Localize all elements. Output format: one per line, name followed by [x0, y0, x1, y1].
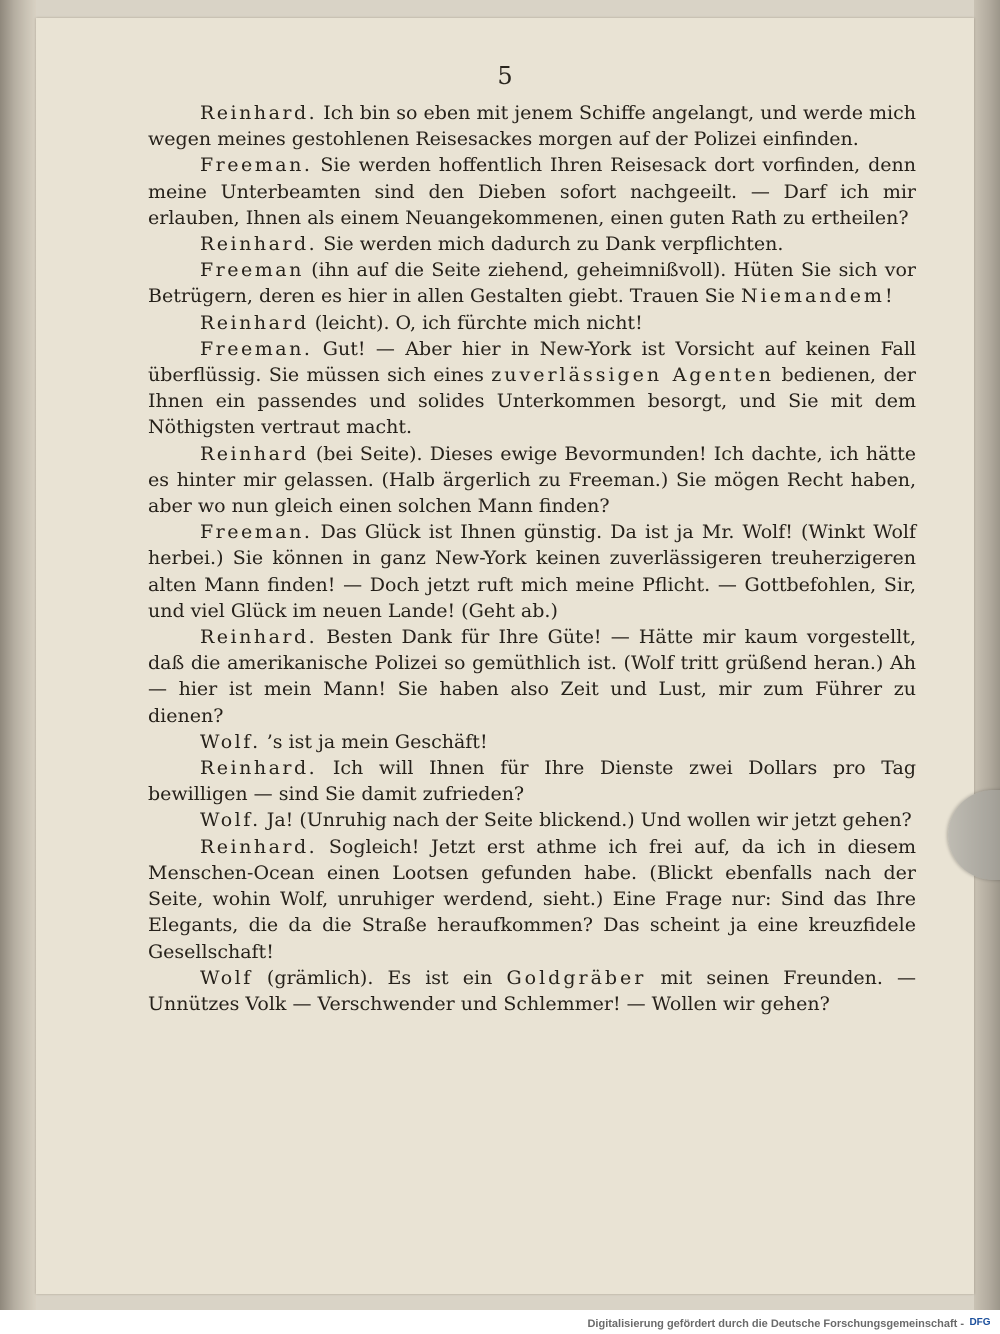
paragraph-text-end: mit seinen Freunden. — Unnützes Volk — Verschwender und Schlemmer! — Wollen wir gehen?: [148, 966, 917, 1015]
paragraph: [148, 310, 916, 336]
paragraph: [148, 441, 916, 520]
speaker-name: Freeman: [200, 259, 304, 282]
paragraph: [148, 100, 916, 152]
speaker-name: Freeman.: [200, 337, 313, 360]
paragraph: [148, 231, 916, 257]
book-spine: [0, 0, 36, 1310]
speaker-name: Freeman.: [200, 521, 313, 544]
paragraph-text-end: !: [884, 285, 893, 308]
paragraph-text: (ihn auf die Seite ziehend, geheimnißvoll). Hüten Sie sich vor Betrügern, deren es hier in allen Gestalten giebt. Trauen Sie: [148, 259, 916, 308]
speaker-name: Reinhard.: [200, 626, 318, 649]
paragraph-text: Das Glück ist Ihnen günstig. Da ist ja Mr. Wolf! (Winkt Wolf herbei.) Sie können in ganz New-York keinen zuverlässigeren treuherzigeren alten Mann finden! — Doch jetzt ruft mich meine Pflicht. — Gottbefohlen, Sir, und viel Glück im neuen Lande! (Geht ab.): [148, 521, 916, 622]
paragraph: [148, 807, 916, 833]
speaker-name: Reinhard.: [200, 835, 318, 858]
speaker-name: Wolf.: [200, 730, 261, 753]
speaker-name: Reinhard.: [200, 757, 318, 780]
paragraph-text: (leicht). O, ich fürchte mich nicht!: [308, 311, 643, 334]
paragraph-text: Ja! (Unruhig nach der Seite blickend.) Und wollen wir jetzt gehen?: [260, 809, 912, 832]
paragraph-text: Sie werden hoffentlich Ihren Reisesack dort vorfinden, denn meine Unterbeamten sind den Dieben sofort nachgeeilt. — Darf ich mir erlauben, Ihnen als einem Neuangekommenen, einen guten Rath zu ertheilen?: [148, 154, 916, 229]
speaker-name: Reinhard.: [200, 102, 318, 124]
paragraph: [148, 152, 916, 231]
speaker-name: Reinhard: [200, 442, 309, 465]
speaker-name: Reinhard.: [200, 233, 318, 256]
emphasized-text: zuverlässigen Agenten: [491, 364, 775, 387]
page-fore-edge: [974, 0, 1000, 1310]
speaker-name: Wolf.: [200, 809, 261, 832]
dfg-logo: DFG: [966, 1316, 994, 1330]
paragraph: [148, 834, 916, 965]
paragraph-text: (grämlich). Es ist ein: [252, 966, 507, 989]
speaker-name: Freeman.: [200, 154, 313, 177]
paragraph-text: Besten Dank für Ihre Güte! — Hätte mir kaum vorgestellt, daß die amerikanische Polizei so gemüthlich ist. (Wolf tritt grüßend heran.) Ah — hier ist mein Mann! Sie haben also Zeit und Lust, mir zum Führer zu dienen?: [148, 626, 916, 727]
page-text: [148, 100, 916, 1017]
book-page: [36, 18, 974, 1294]
paragraph-text: Ich bin so eben mit jenem Schiffe angelangt, und werde mich wegen meines gestohlenen Reisesackes morgen auf der Polizei einfinden.: [148, 102, 916, 151]
speaker-name: Wolf: [200, 966, 253, 989]
footer-credit: Digitalisierung gefördert durch die Deutsche Forschungsgemeinschaft -: [587, 1318, 964, 1330]
emphasized-text: Niemandem: [741, 285, 885, 308]
paragraph: [148, 257, 916, 309]
paragraph-text: Sogleich! Jetzt erst athme ich frei auf, da ich in diesem Menschen-Ocean einen Lootsen gefunden habe. (Blickt ebenfalls nach der Seite, wohin Wolf, unruhiger werdend, sieht.) Eine Frage nur: Sind das Ihre Elegants, die da die Straße heraufkommen? Das scheint ja eine kreuzfidele Gesellschaft!: [148, 835, 916, 963]
emphasized-text: Goldgräber: [506, 966, 647, 989]
paragraph-text: Gut! — Aber hier in New-York ist Vorsicht auf keinen Fall überflüssig. Sie müssen sich eines: [148, 337, 916, 387]
paragraph-text: (bei Seite). Dieses ewige Bevormunden! Ich dachte, ich hätte es hinter mir gelassen. (Halb ärgerlich zu Freeman.) Sie mögen Recht haben, aber wo nun gleich einen solchen Mann finden?: [148, 442, 916, 518]
speaker-name: Reinhard: [200, 311, 309, 334]
paragraph: [148, 965, 916, 1017]
paragraph: [148, 519, 916, 624]
paragraph-text: Ich will Ihnen für Ihre Dienste zwei Dollars pro Tag bewilligen — sind Sie damit zufrieden?: [148, 757, 916, 806]
paragraph: [148, 729, 916, 755]
page-number: 5: [497, 62, 513, 90]
paragraph-text-end: bedienen, der Ihnen ein passendes und solides Unterkommen besorgt, und Sie mit dem Nöthigsten vertraut macht.: [148, 364, 916, 439]
paragraph: [148, 755, 916, 807]
paragraph-text: ’s ist ja mein Geschäft!: [260, 730, 488, 753]
paragraph: [148, 336, 916, 441]
paragraph: [148, 624, 916, 729]
paragraph-text: Sie werden mich dadurch zu Dank verpflichten.: [317, 233, 784, 256]
